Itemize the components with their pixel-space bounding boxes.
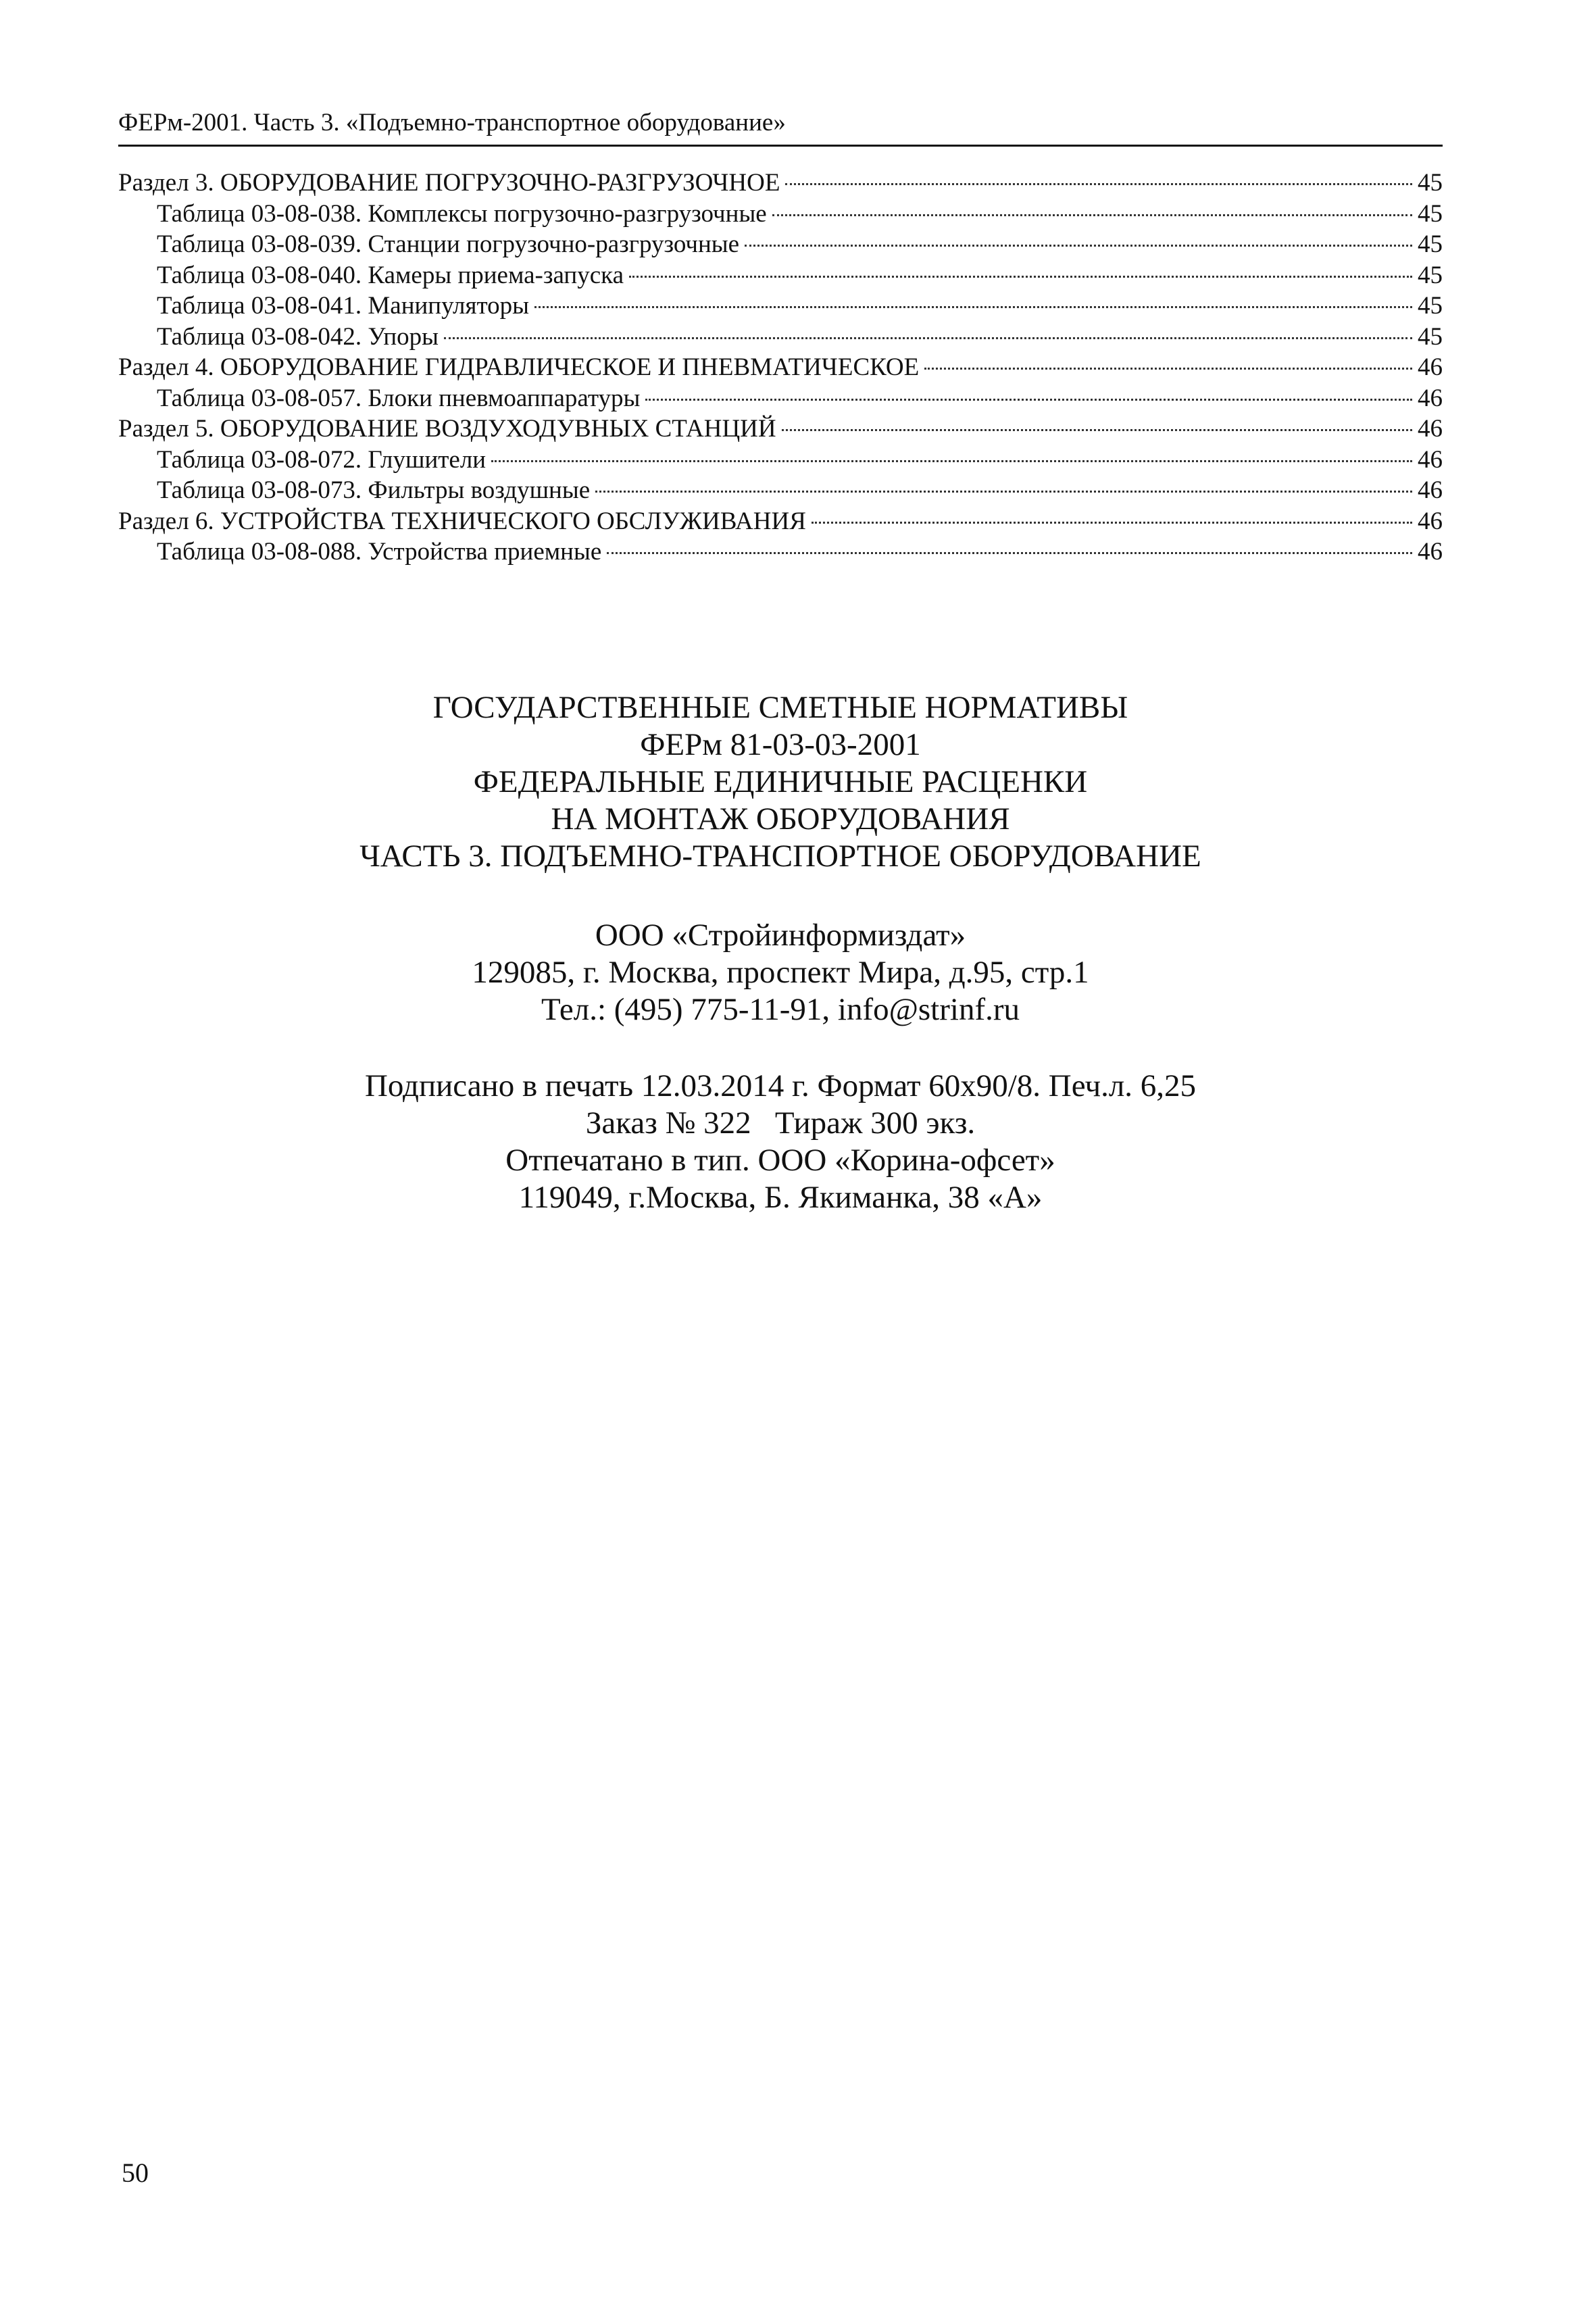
toc-leader-dots [607, 552, 1412, 554]
toc-entry-table-03-08-040[interactable] [118, 260, 1443, 291]
toc-leader-dots [444, 337, 1412, 339]
toc-entry-page: 46 [1418, 445, 1443, 474]
toc-entry-page: 45 [1418, 199, 1443, 228]
toc-entry-page: 45 [1418, 292, 1443, 320]
publisher-contact: Тел.: (495) 775-11-91, info@strinf.ru [541, 992, 1020, 1027]
toc-entry-section-6[interactable] [118, 506, 1443, 537]
toc-entry-title: Таблица 03-08-042. Упоры [157, 322, 439, 351]
toc-entry-title: Таблица 03-08-072. Глушители [157, 445, 487, 474]
toc-leader-dots [491, 460, 1412, 462]
toc-leader-dots [812, 522, 1412, 524]
imprint-title-line: ЧАСТЬ 3. ПОДЪЕМНО-ТРАНСПОРТНОЕ ОБОРУДОВАНИЕ [359, 839, 1201, 874]
toc-leader-dots [645, 399, 1412, 401]
toc-entry-page: 46 [1418, 538, 1443, 566]
toc-entry-title: Раздел 5. ОБОРУДОВАНИЕ ВОЗДУХОДУВНЫХ СТАНЦИЙ [118, 415, 776, 443]
publisher-name: ООО «Стройинформиздат» [595, 918, 966, 953]
toc-entry-table-03-08-041[interactable] [118, 291, 1443, 322]
toc-entry-table-03-08-057[interactable] [118, 383, 1443, 414]
print-printer-address: 119049, г.Москва, Б. Якиманка, 38 «А» [518, 1180, 1043, 1215]
print-signed-format: Подписано в печать 12.03.2014 г. Формат 60х90/8. Печ.л. 6,25 [364, 1068, 1197, 1103]
toc-entry-title: Таблица 03-08-040. Камеры приема-запуска [157, 261, 624, 289]
toc-entry-table-03-08-042[interactable] [118, 322, 1443, 353]
toc-entry-page: 46 [1418, 476, 1443, 504]
toc-entry-page: 46 [1418, 353, 1443, 381]
toc-entry-table-03-08-038[interactable] [118, 199, 1443, 230]
running-header [118, 107, 1443, 147]
imprint-title-line: ГОСУДАРСТВЕННЫЕ СМЕТНЫЕ НОРМАТИВЫ [432, 690, 1128, 725]
toc-entry-table-03-08-039[interactable] [118, 229, 1443, 260]
imprint-print-block [118, 1068, 1443, 1216]
imprint-title-line: ФЕДЕРАЛЬНЫЕ ЕДИНИЧНЫЕ РАСЦЕНКИ [473, 764, 1088, 799]
toc-leader-dots [772, 214, 1412, 216]
toc-leader-dots [629, 276, 1412, 278]
imprint-publisher-block [118, 917, 1443, 1028]
toc-entry-title: Таблица 03-08-073. Фильтры воздушные [157, 476, 591, 504]
toc-entry-title: Таблица 03-08-039. Станции погрузочно-разгрузочные [157, 230, 740, 258]
toc-leader-dots [534, 306, 1412, 308]
toc-entry-title: Таблица 03-08-041. Манипуляторы [157, 292, 530, 320]
toc-entry-page: 46 [1418, 507, 1443, 535]
table-of-contents [118, 168, 1443, 568]
toc-leader-dots [785, 183, 1412, 185]
toc-entry-title: Раздел 4. ОБОРУДОВАНИЕ ГИДРАВЛИЧЕСКОЕ И ПНЕВМАТИЧЕСКОЕ [118, 353, 920, 381]
imprint-title-line: ФЕРм 81-03-03-2001 [640, 727, 921, 762]
toc-entry-table-03-08-073[interactable] [118, 475, 1443, 506]
toc-entry-table-03-08-088[interactable] [118, 537, 1443, 568]
toc-entry-title: Таблица 03-08-057. Блоки пневмоаппаратуры [157, 384, 641, 412]
imprint-title-block [118, 689, 1443, 875]
page-number: 50 [122, 2158, 149, 2188]
toc-entry-page: 45 [1418, 322, 1443, 351]
toc-leader-dots [745, 245, 1412, 247]
running-header-title: ФЕРм-2001. Часть 3. «Подъемно-транспортное оборудование» [118, 109, 786, 136]
imprint-title-line: НА МОНТАЖ ОБОРУДОВАНИЯ [551, 801, 1010, 837]
toc-entry-page: 45 [1418, 169, 1443, 197]
toc-leader-dots [782, 429, 1412, 431]
print-order-run: Заказ № 322 Тираж 300 экз. [585, 1105, 976, 1141]
toc-entry-page: 46 [1418, 415, 1443, 443]
toc-leader-dots [595, 491, 1412, 493]
toc-entry-table-03-08-072[interactable] [118, 445, 1443, 476]
toc-entry-section-4[interactable] [118, 352, 1443, 383]
publisher-address: 129085, г. Москва, проспект Мира, д.95, стр.1 [472, 955, 1089, 990]
print-printer: Отпечатано в тип. ООО «Корина-офсет» [505, 1143, 1055, 1178]
toc-entry-title: Раздел 6. УСТРОЙСТВА ТЕХНИЧЕСКОГО ОБСЛУЖИВАНИЯ [118, 507, 806, 535]
toc-entry-page: 45 [1418, 261, 1443, 289]
toc-entry-title: Таблица 03-08-038. Комплексы погрузочно-разгрузочные [157, 199, 767, 228]
toc-entry-title: Таблица 03-08-088. Устройства приемные [157, 538, 602, 566]
toc-leader-dots [924, 368, 1412, 370]
toc-entry-page: 46 [1418, 384, 1443, 412]
toc-entry-page: 45 [1418, 230, 1443, 258]
toc-entry-section-3[interactable] [118, 168, 1443, 199]
toc-entry-section-5[interactable] [118, 414, 1443, 445]
toc-entry-title: Раздел 3. ОБОРУДОВАНИЕ ПОГРУЗОЧНО-РАЗГРУЗОЧНОЕ [118, 169, 780, 197]
